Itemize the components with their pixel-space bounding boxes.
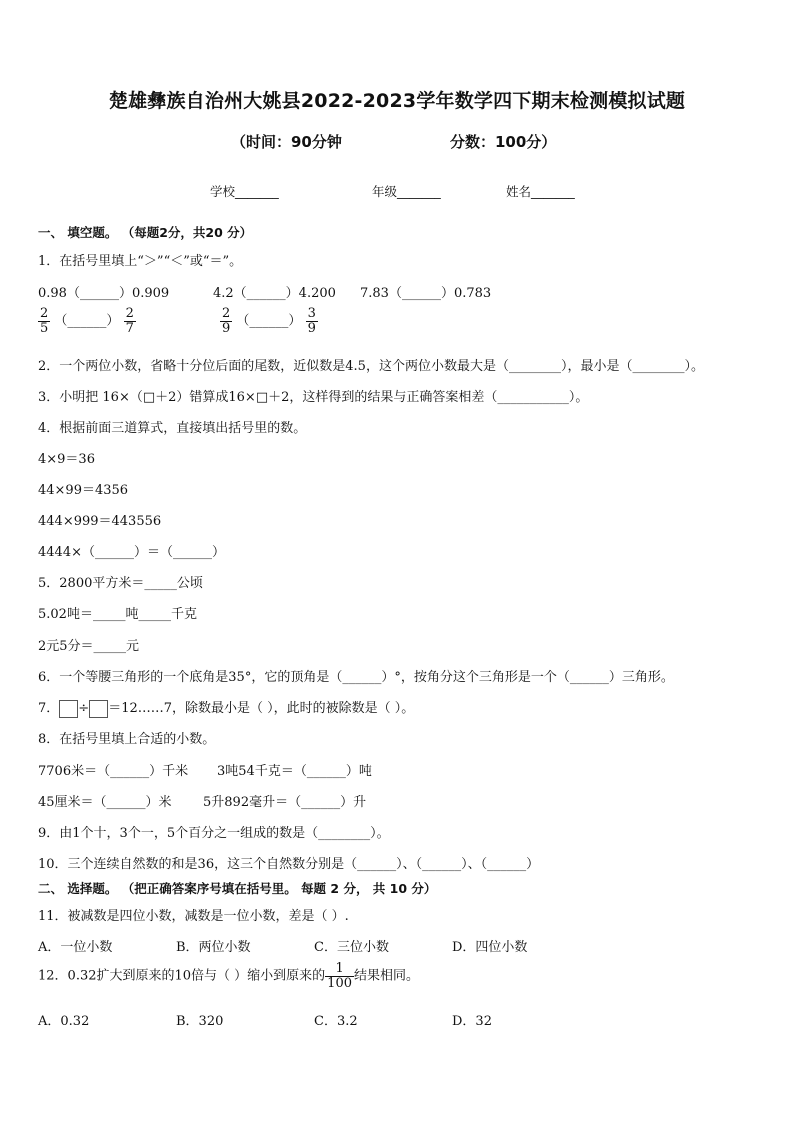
question-4: 4．根据前面三道算式，直接填出括号里的数。: [38, 421, 307, 436]
exam-time: （时间：90分钟: [231, 133, 342, 151]
question-5-line-1: 5．2800平方米＝_____公顷: [38, 576, 203, 591]
question-1: 1．在括号里填上“＞”“＜”或“＝”。: [38, 254, 243, 269]
school-field: [210, 182, 279, 200]
name-blank[interactable]: _______: [531, 184, 575, 199]
question-6: 6．一个等腰三角形的一个底角是35°，它的顶角是（______）°，按角分这个三角形是一个（______）三角形。: [38, 670, 674, 685]
q1-item-2: 4.2（______）4.200: [213, 286, 336, 301]
name-label: 姓名: [506, 184, 532, 199]
q11-option-d[interactable]: D．四位小数: [452, 940, 528, 955]
grade-label: 年级: [372, 184, 398, 199]
dividend-box[interactable]: [59, 700, 78, 718]
answer-blank[interactable]: （______）: [54, 313, 120, 329]
page-title: 楚雄彝族自治州大姚县2022-2023学年数学四下期末检测模拟试题: [108, 90, 686, 112]
q1-item-1: 0.98（______）0.909: [38, 286, 170, 301]
fraction: $\frac{2}{5}$: [40, 306, 49, 336]
question-12: [38, 962, 419, 990]
question-5-line-2: 5.02吨＝_____吨_____千克: [38, 607, 197, 622]
fraction: $\frac{2}{7}$: [125, 306, 134, 336]
question-5-line-3: 2元5分＝_____元: [38, 639, 140, 654]
exam-score: 分数：100分）: [450, 133, 557, 151]
q11-option-a[interactable]: A．一位小数: [38, 940, 113, 955]
q12-text: 12．0.32扩大到原来的10倍与（ ）缩小到原来的: [38, 968, 326, 984]
q12-option-d[interactable]: D．32: [452, 1014, 492, 1029]
q11-option-b[interactable]: B．两位小数: [176, 940, 251, 955]
fraction: $\frac{3}{9}$: [307, 306, 316, 336]
q8-item-4: 5升892毫升＝（______）升: [203, 795, 367, 810]
question-8: 8．在括号里填上合适的小数。: [38, 732, 216, 747]
name-field: [506, 182, 575, 200]
question-10: 10．三个连续自然数的和是36，这三个自然数分别是（______）、（______）、（______）: [38, 857, 540, 872]
fraction: $\frac{2}{9}$: [222, 306, 231, 336]
q1-fraction-compare-2: [220, 307, 318, 335]
q8-item-2: 3吨54千克＝（______）吨: [217, 764, 372, 779]
q4-line-2: 44×99＝4356: [38, 483, 129, 498]
divide-sign: ÷: [78, 701, 90, 716]
section-2-heading: 二、 选择题。 （把正确答案序号填在括号里。 每题 2 分， 共 10 分）: [38, 881, 437, 896]
q12-suffix: 结果相同。: [354, 968, 420, 984]
q1-fraction-compare-1: [38, 307, 136, 335]
q12-option-b[interactable]: B．320: [176, 1014, 224, 1029]
q11-option-c[interactable]: C．三位小数: [314, 940, 389, 955]
answer-blank[interactable]: （______）: [236, 313, 302, 329]
grade-field: [372, 182, 441, 200]
question-2: 2．一个两位小数，省略十分位后面的尾数，近似数是4.5，这个两位小数最大是（________），最小是（________）。: [38, 359, 704, 374]
question-11: 11．被减数是四位小数，减数是一位小数，差是（ ）.: [38, 909, 349, 924]
question-3: 3．小明把 16×（□＋2）错算成16×□＋2，这样得到的结果与正确答案相差（___________）。: [38, 390, 589, 405]
q8-item-1: 7706米＝（______）千米: [38, 764, 189, 779]
q4-line-1: 4×9＝36: [38, 452, 95, 467]
grade-blank[interactable]: _______: [397, 184, 441, 199]
q12-option-a[interactable]: A．0.32: [38, 1014, 90, 1029]
question-7: [38, 697, 414, 718]
question-9: 9．由1个十，3个一，5个百分之一组成的数是（________）。: [38, 826, 390, 841]
q4-line-3: 444×999＝443556: [38, 514, 162, 529]
q7-number: 7．: [38, 701, 60, 716]
divisor-box[interactable]: [89, 700, 108, 718]
section-1-heading: 一、 填空题。 （每题2分，共20 分）: [38, 225, 253, 240]
q12-option-c[interactable]: C．3.2: [314, 1014, 358, 1029]
q4-line-4: 4444×（______）＝（______）: [38, 545, 225, 560]
q8-item-3: 45厘米＝（______）米: [38, 795, 172, 810]
school-blank[interactable]: _______: [235, 184, 279, 199]
fraction: $\frac{1}{100}$: [327, 961, 352, 991]
q1-item-3: 7.83（______）0.783: [360, 286, 492, 301]
school-label: 学校: [210, 184, 236, 199]
q7-text: ＝12……7，除数最小是（ ），此时的被除数是（ ）。: [108, 701, 415, 716]
